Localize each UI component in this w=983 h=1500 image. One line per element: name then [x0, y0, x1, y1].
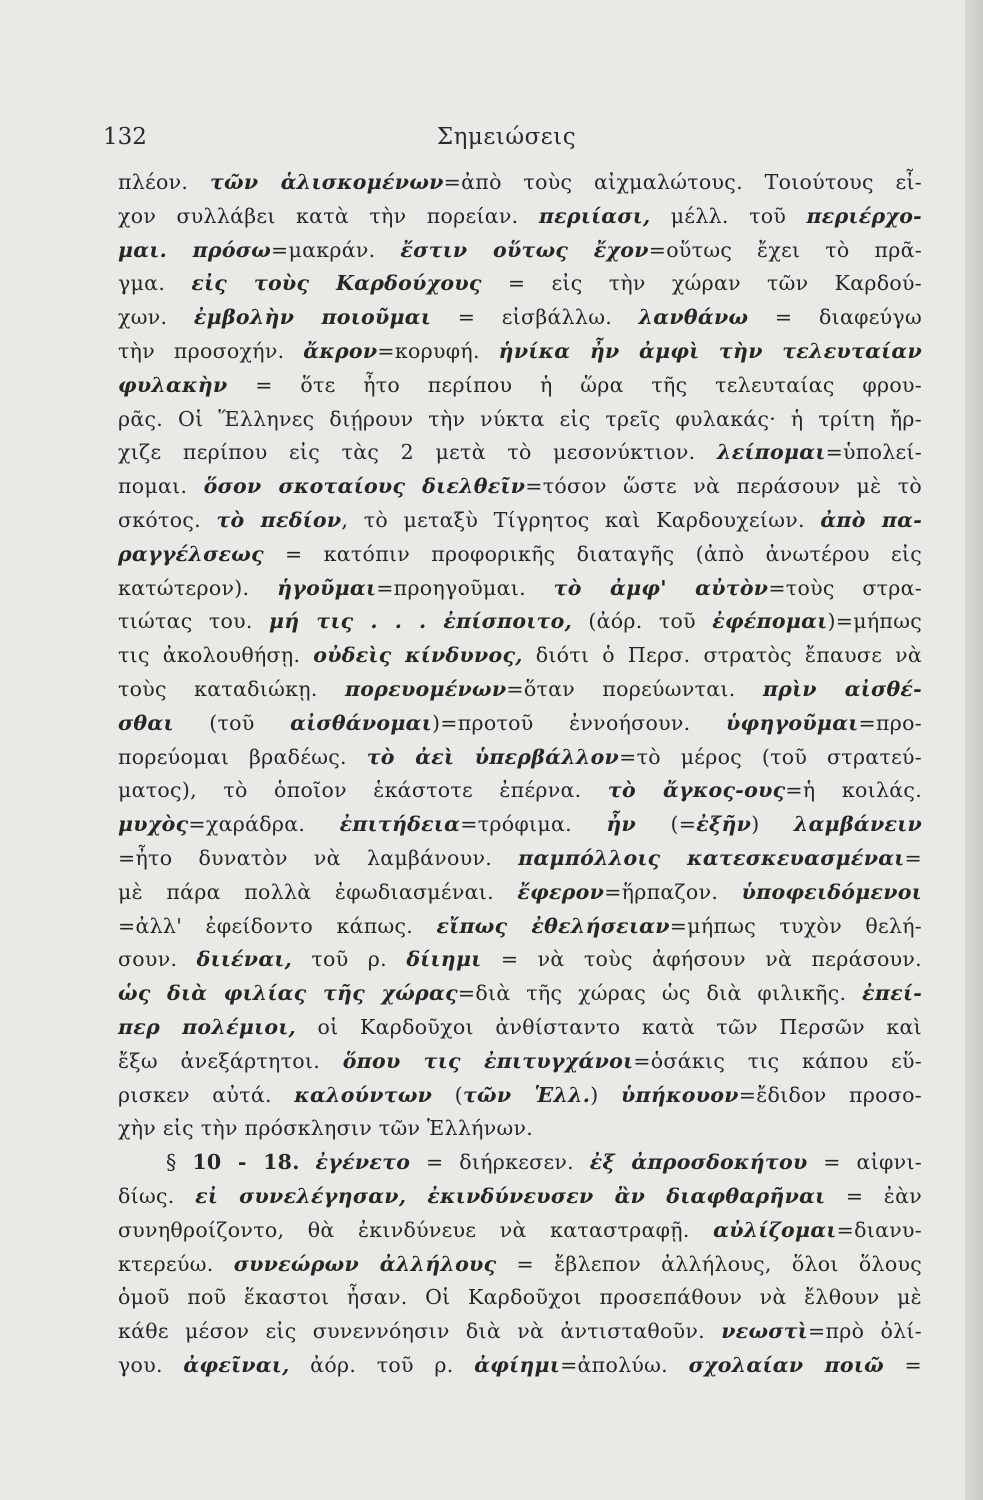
text-line [118, 774, 922, 808]
text-segment: = κατόπιν προφορικῆς διαταγῆς (ἀπὸ ἀνωτέρου εἰς [263, 541, 922, 566]
text-segment: = [883, 1352, 922, 1377]
term-segment: ἔστιν οὕτως ἔχον [400, 237, 649, 262]
text-segment: =ἦτο δυνατὸν νὰ λαμβάνουν. [118, 845, 519, 870]
text-line [118, 504, 922, 538]
text-segment: =μακράν. [271, 237, 401, 262]
term-segment: μή τις . . . ἐπίσποιτο, [268, 609, 573, 634]
text-line [118, 335, 922, 369]
text-segment: γμα. [118, 271, 192, 296]
text-segment: =ἥρπαζον. [604, 879, 742, 904]
text-line [118, 200, 922, 234]
text-segment: διότι ὁ Περσ. στρατὸς ἔπαυσε νὰ [522, 643, 923, 668]
term-segment: συνεώρων ἀλλήλους [233, 1251, 497, 1276]
text-segment: τοῦ ρ. [292, 947, 407, 972]
term-segment: ἀφίημι [474, 1352, 561, 1377]
running-title: Σημειώσεις [436, 124, 577, 150]
term-segment: τὸ ἄγκος-ους [607, 778, 786, 803]
text-line [118, 369, 922, 403]
term-segment: αὐλίζομαι [713, 1217, 837, 1242]
text-segment: κτερεύω. [118, 1251, 234, 1276]
text-segment: οἱ Καρδοῦχοι ἀνθίσταντο κατὰ τῶν Περσῶν καὶ [296, 1014, 922, 1039]
text-line [118, 1315, 922, 1349]
text-segment: χὴν εἰς τὴν πρόσκλησιν τῶν Ἑλλήνων. [118, 1116, 534, 1141]
text-segment: =ἀπὸ τοὺς αἰχμαλώτους. Τοιούτους εἶ- [443, 170, 922, 194]
text-segment: =ἀπολύω. [560, 1352, 689, 1377]
term-segment: ἐπεί- [862, 981, 922, 1006]
term-segment: τῶν ἁλισκομένων [209, 170, 444, 194]
text-segment: ) [751, 812, 794, 837]
text-line [118, 673, 922, 707]
term-segment: πρὶν αἰσθέ- [762, 676, 922, 701]
term-segment: ὑφηγοῦμαι [726, 710, 859, 735]
term-segment: εἴπως ἐθελήσειαν [436, 913, 670, 938]
text-segment: μέλλ. τοῦ [650, 203, 807, 228]
term-segment: ἐγένετο [315, 1150, 411, 1175]
term-segment: καλούντων [294, 1082, 433, 1107]
body-text [118, 166, 922, 1383]
text-segment: =ἔδιδον προσο- [738, 1082, 922, 1107]
term-segment: ὑπήκουον [621, 1082, 739, 1107]
term-segment: δίιημι [406, 947, 482, 972]
text-segment: γου. [118, 1352, 184, 1377]
text-segment: ματος), τὸ ὁποῖον ἑκάστοτε ἐπέρνα. [118, 778, 608, 803]
text-line [118, 1281, 922, 1315]
term-segment: φυλακὴν [118, 372, 228, 397]
term-segment: ἐξῆν [696, 812, 752, 837]
page-number: 132 [103, 124, 147, 150]
text-line [118, 977, 922, 1011]
text-segment: χον συλλάβει κατὰ τὴν πορείαν. [118, 203, 539, 228]
text-segment: τιώτας του. [118, 609, 269, 634]
text-segment: = ἐὰν [825, 1183, 922, 1208]
text-segment: = ἔβλεπον ἀλλήλους, ὅλοι ὅλους [496, 1251, 923, 1276]
term-segment: λαμβάνειν [793, 812, 922, 837]
text-segment: χιζε περίπου εἰς τὰς 2 μετὰ τὸ μεσονύκτιον. [118, 440, 718, 465]
term-segment: πορευομένων [344, 676, 507, 701]
term-segment: τὸ πεδίον [216, 507, 342, 532]
text-line [118, 910, 922, 944]
text-segment: =προηγοῦμαι. [376, 575, 554, 600]
text-segment: = εἰσβάλλω. [431, 305, 639, 330]
text-segment: = εἰς τὴν χώραν τῶν Καρδού- [481, 271, 922, 296]
text-line [118, 808, 922, 842]
term-segment: ἀφεῖναι, [183, 1352, 290, 1377]
text-line [118, 943, 922, 977]
text-segment: = διήρκεσεν. [410, 1150, 590, 1175]
text-line [118, 1146, 922, 1180]
term-segment: ἡγοῦμαι [277, 575, 377, 600]
term-segment: σθαι [118, 710, 174, 735]
text-segment: =οὕτως ἔχει τὸ πρᾶ- [648, 237, 922, 262]
term-segment: ἐξ ἀπροσδοκήτου [589, 1150, 808, 1175]
text-segment: ὁμοῦ ποῦ ἕκαστοι ἦσαν. Οἱ Καρδοῦχοι προσεπάθουν νὰ ἔλθουν μὲ [118, 1285, 922, 1310]
text-line [118, 639, 922, 673]
term-segment: ἐπιτήδεια [339, 812, 461, 837]
text-segment: § [166, 1150, 193, 1175]
term-segment: ραγγέλσεως [118, 541, 264, 566]
text-segment: = αἰφνι- [807, 1150, 923, 1175]
term-segment: περ πολέμιοι, [118, 1014, 296, 1039]
text-segment: =τοὺς στρα- [768, 575, 922, 600]
text-segment: =τὸ μέρος (τοῦ στρατεύ- [619, 744, 922, 769]
term-segment: τὸ ἀεὶ ὑπερβάλλον [366, 744, 620, 769]
text-line [118, 707, 922, 741]
text-line [118, 1180, 922, 1214]
text-segment: =ὅταν πορεύωνται. [506, 676, 763, 701]
text-segment: =ἡ κοιλάς. [785, 778, 923, 803]
text-line [118, 1045, 922, 1079]
text-line [118, 1079, 922, 1113]
text-line [118, 470, 922, 504]
text-segment: =μήπως τυχὸν θελή- [669, 913, 923, 938]
text-line [118, 538, 922, 572]
text-segment: κατώτερον). [118, 575, 278, 600]
text-segment: =κορυφή. [377, 338, 499, 363]
page-header [100, 124, 913, 164]
text-segment: =ὑπολεί- [825, 440, 922, 465]
text-segment: τις ἀκολουθήσῃ. [118, 643, 314, 668]
text-line [118, 403, 922, 437]
text-segment: )=μήπως [827, 609, 922, 634]
term-segment: ἔφερον [517, 879, 605, 904]
term-segment: τὸ ἀμφ' αὐτὸν [553, 575, 769, 600]
text-segment: μὲ πάρα πολλὰ ἐφωδιασμέναι. [118, 879, 518, 904]
term-segment: ἐφέπομαι [712, 609, 828, 634]
text-segment: =διανυ- [836, 1217, 922, 1242]
text-segment: πορεύομαι βραδέως. [118, 744, 367, 769]
term-segment: παμπόλλοις κατεσκευασμέναι [518, 845, 905, 870]
term-segment: ἡνίκα ἦν ἀμφὶ τὴν τελευταίαν [498, 338, 922, 363]
text-line [118, 876, 922, 910]
text-segment: =διὰ τῆς χώρας ὡς διὰ φιλικῆς. [457, 981, 863, 1006]
text-segment: = διαφεύγω [748, 305, 922, 330]
text-segment: σκότος. [118, 507, 217, 532]
text-segment: χων. [118, 305, 194, 330]
term-segment: μυχὸς [118, 812, 189, 837]
term-segment: περιίασι, [538, 203, 651, 228]
text-segment: κάθε μέσον εἰς συνεννόησιν διὰ νὰ ἀντισταθοῦν. [118, 1319, 722, 1344]
text-segment: ρᾶς. Οἱ Ἕλληνες διῄρουν τὴν νύκτα εἰς τρεῖς φυλακάς· ἡ τρίτη ἤρ- [118, 406, 922, 431]
text-line [118, 166, 922, 200]
term-segment: 10 - 18. [192, 1150, 300, 1175]
text-segment: =χαράδρα. [188, 812, 340, 837]
text-segment: =ὁσάκις τις κάπου εὕ- [633, 1048, 922, 1073]
term-segment: λείπομαι [717, 440, 826, 465]
text-segment: =τρόφιμα. [460, 812, 607, 837]
text-segment: )=προτοῦ ἐννοήσουν. [431, 710, 726, 735]
text-line [118, 1214, 922, 1248]
text-segment: , τὸ μεταξὺ Τίγρητος καὶ Καρδουχείων. [341, 507, 821, 532]
text-segment: ἔξω ἀνεξάρτητοι. [118, 1048, 343, 1073]
text-segment: πομαι. [118, 474, 204, 499]
text-line [118, 842, 922, 876]
text-line [118, 572, 922, 606]
term-segment: εἰ συνελέγησαν, ἐκινδύνευσεν ἂν διαφθαρῆναι [195, 1183, 826, 1208]
term-segment: οὐδεὶς κίνδυνος, [313, 643, 523, 668]
text-segment: τὴν προσοχήν. [118, 338, 304, 363]
text-segment [300, 1150, 316, 1174]
text-segment: σουν. [118, 947, 197, 972]
term-segment: περιέρχο- [806, 203, 922, 228]
term-segment: ὅπου τις ἐπιτυγχάνοι [342, 1048, 634, 1073]
text-segment: =τόσον ὥστε νὰ περάσουν μὲ τὸ [525, 474, 923, 499]
text-line [118, 605, 922, 639]
text-segment: τοὺς καταδιώκῃ. [118, 676, 345, 701]
term-segment: αἰσθάνομαι [290, 710, 432, 735]
term-segment: ἄκρον [303, 338, 378, 363]
text-line [118, 436, 922, 470]
text-segment: (τοῦ [173, 710, 291, 735]
text-segment: (ἀόρ. τοῦ [572, 609, 713, 634]
text-line [118, 234, 922, 268]
term-segment: διιέναι, [196, 947, 293, 972]
text-segment: πλέον. [118, 170, 210, 194]
text-segment: =ἀλλ' ἐφείδοντο κάπως. [118, 913, 437, 938]
text-segment: ( [432, 1082, 463, 1107]
term-segment: λανθάνω [638, 305, 749, 330]
term-segment: ὡς διὰ φιλίας τῆς χώρας [118, 981, 458, 1006]
text-segment: = νὰ τοὺς ἀφήσουν νὰ περάσουν. [481, 947, 922, 972]
text-line [118, 741, 922, 775]
text-line [118, 1011, 922, 1045]
text-line [118, 1248, 922, 1282]
text-segment: ) [590, 1082, 622, 1107]
text-segment: = ὅτε ἦτο περίπου ἡ ὥρα τῆς τελευταίας φρου- [227, 372, 922, 397]
text-line [118, 1349, 922, 1383]
text-segment: ἀόρ. τοῦ ρ. [289, 1352, 475, 1377]
term-segment: τῶν Ἑλλ. [462, 1082, 591, 1107]
text-segment: = [904, 845, 922, 870]
term-segment: ἐμβολὴν ποιοῦμαι [193, 305, 432, 330]
term-segment: ἦν [606, 812, 637, 837]
term-segment: σχολαίαν ποιῶ [688, 1352, 884, 1377]
term-segment: ὅσον σκοταίους διελθεῖν [203, 474, 526, 499]
term-segment: ὑποφειδόμενοι [741, 879, 922, 904]
term-segment: μαι. πρόσω [118, 237, 272, 262]
text-segment: (= [636, 812, 697, 837]
text-line [118, 1112, 922, 1146]
text-line [118, 267, 922, 301]
term-segment: νεωστὶ [721, 1319, 809, 1344]
text-line [118, 301, 922, 335]
text-segment: =πρὸ ὀλί- [808, 1319, 923, 1344]
text-segment: δίως. [118, 1183, 196, 1208]
text-segment: συνηθροίζοντο, θὰ ἐκινδύνευε νὰ καταστραφῇ. [118, 1217, 714, 1242]
text-segment: ρισκεν αὐτά. [118, 1082, 295, 1107]
text-segment: =προ- [858, 710, 922, 735]
term-segment: εἰς τοὺς Καρδούχους [191, 271, 482, 296]
term-segment: ἀπὸ πα- [820, 507, 923, 532]
